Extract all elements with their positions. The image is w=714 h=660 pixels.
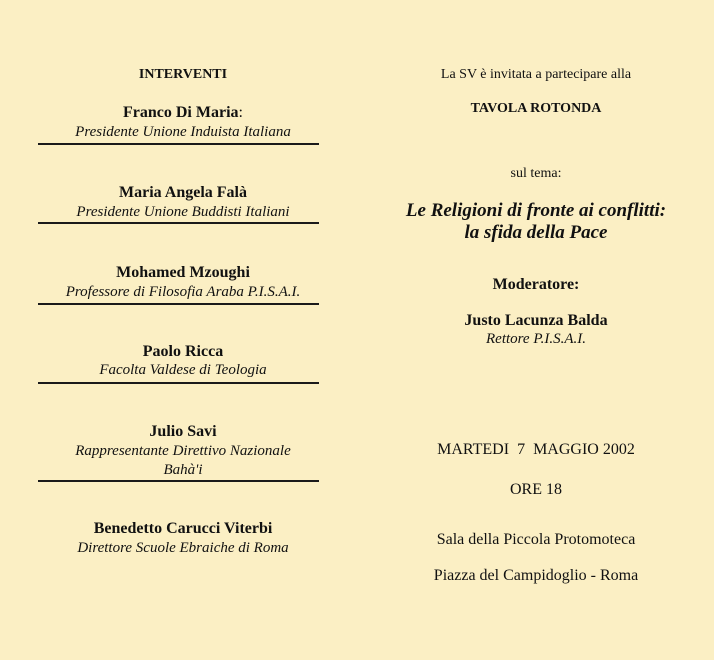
invitation-text: La SV è invitata a partecipare alla [440, 67, 632, 82]
speaker-name: Paolo Ricca [142, 343, 224, 360]
event-time: ORE 18 [510, 481, 562, 498]
speaker-role: Presidente Unione Induista Italiana [75, 124, 291, 140]
moderator-name: Justo Lacunza Balda [464, 312, 608, 329]
speaker-name: Maria Angela Falà [119, 184, 247, 201]
speaker-name: Julio Savi [149, 423, 217, 440]
event-venue: Sala della Piccola Protomoteca [436, 531, 636, 548]
speaker-name-suffix: : [238, 104, 243, 121]
event-type: TAVOLA ROTONDA [470, 101, 602, 116]
speaker-role: Direttore Scuole Ebraiche di Roma [77, 540, 289, 556]
speaker-role: Facolta Valdese di Teologia [99, 362, 267, 378]
divider-line [38, 222, 319, 224]
speaker-role-line2: Bahà'i [163, 462, 203, 478]
divider-line [38, 480, 319, 482]
speaker-role: Rappresentante Direttivo Nazionale [75, 443, 291, 459]
divider-line [38, 303, 319, 305]
event-date: MARTEDI 7 MAGGIO 2002 [437, 441, 635, 458]
speaker-role: Professore di Filosofia Araba P.I.S.A.I. [65, 284, 301, 300]
divider-line [38, 143, 319, 145]
event-address: Piazza del Campidoglio - Roma [433, 567, 639, 584]
divider-line [38, 382, 319, 384]
speaker-role: Presidente Unione Buddisti Italiani [76, 204, 290, 220]
theme-title-line2: la sfida della Pace [464, 222, 608, 243]
theme-intro: sul tema: [510, 166, 562, 181]
speaker-name [28, 104, 338, 122]
speakers-heading: INTERVENTI [138, 67, 228, 82]
moderator-role: Rettore P.I.S.A.I. [486, 331, 586, 347]
moderator-label: Moderatore: [492, 276, 580, 293]
speaker-name: Benedetto Carucci Viterbi [93, 520, 273, 537]
theme-title-line1: Le Religioni di fronte ai conflitti: [405, 200, 667, 221]
speaker-name-text: Franco Di Maria [123, 104, 239, 121]
speaker-name: Mohamed Mzoughi [116, 264, 250, 281]
